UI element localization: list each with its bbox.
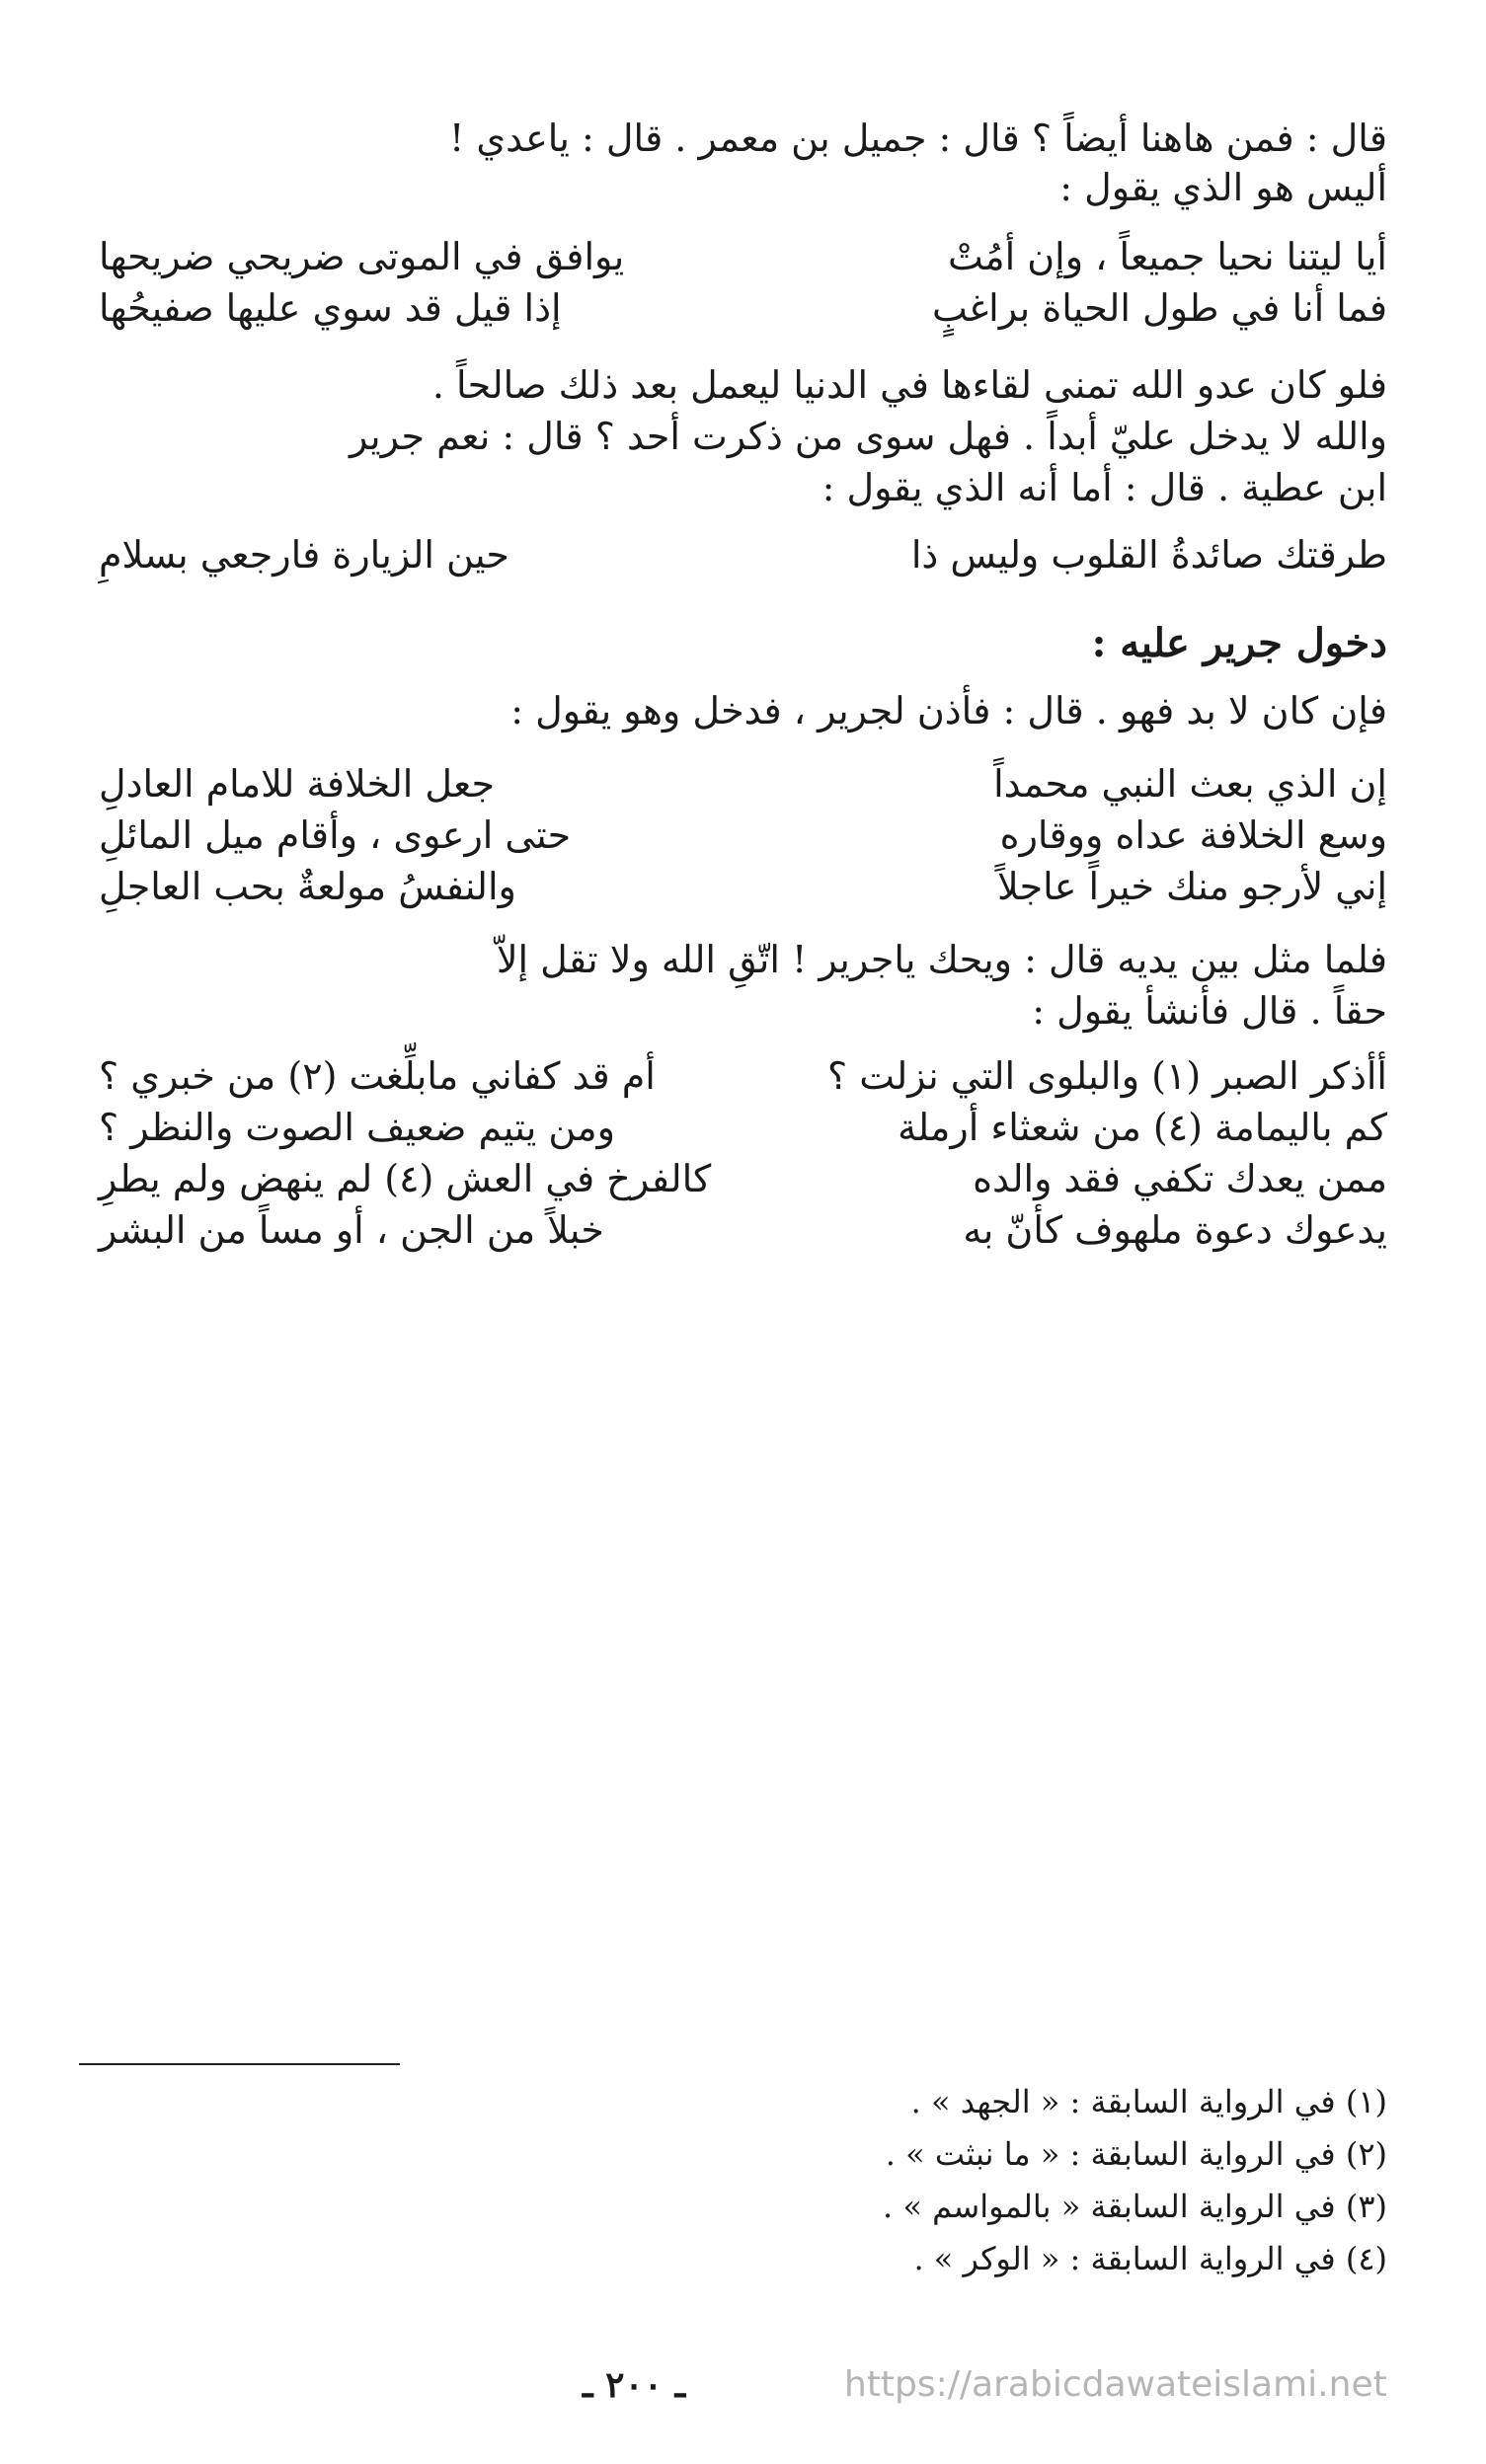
footnote: (٢) في الرواية السابقة : « ما نبثت » .	[885, 2135, 1387, 2173]
verse-hemistich-first: أأذكر الصبر (١) والبلوى التي نزلت ؟	[827, 1054, 1387, 1098]
verse-hemistich-second: حتى ارعوى ، وأقام ميل المائلِ	[99, 813, 572, 857]
page-number: ـ ٢٠٠ ـ	[583, 2364, 686, 2406]
verse-hemistich-first: وسع الخلافة عداه ووقاره	[999, 813, 1387, 857]
verse-row	[99, 1157, 1387, 1216]
verse-row	[99, 762, 1387, 821]
verse-hemistich-first: طرقتك صائدةُ القلوب وليس ذا	[910, 533, 1387, 577]
verse-hemistich-second: والنفسُ مولعةٌ بحب العاجلِ	[99, 865, 516, 908]
verse-hemistich-second: كالفرخ في العش (٤) لم ينهض ولم يطرِ	[99, 1157, 712, 1200]
verse-hemistich-second: جعل الخلافة للامام العادلِ	[99, 762, 496, 806]
verse-hemistich-second: خبلاً من الجن ، أو مساً من البشر	[99, 1208, 604, 1252]
verse-hemistich-first: إن الذي بعث النبي محمداً	[993, 762, 1387, 806]
verse-row	[99, 533, 1387, 592]
footnote: (٣) في الرواية السابقة « بالمواسم » .	[883, 2188, 1387, 2225]
paragraph-line: فلما مثل بين يديه قال : ويحك ياجرير ! اتّقِ الله ولا تقل إلاّ	[496, 938, 1387, 981]
verse-row	[99, 865, 1387, 924]
verse-hemistich-first: كم باليمامة (٤) من شعثاء أرملة	[898, 1106, 1387, 1149]
verse-row	[99, 813, 1387, 873]
verse-hemistich-second: أم قد كفاني مابلِّغت (٢) من خبري ؟	[99, 1054, 656, 1098]
verse-hemistich-second: ومن يتيم ضعيف الصوت والنظر ؟	[99, 1106, 615, 1149]
paragraph-line: حقاً . قال فأنشأ يقول :	[1032, 989, 1387, 1033]
footnote: (١) في الرواية السابقة : « الجهد » .	[910, 2083, 1387, 2120]
paragraph-line: ابن عطية . قال : أما أنه الذي يقول :	[821, 466, 1387, 509]
paragraph-line: أليس هو الذي يقول :	[1059, 166, 1387, 209]
verse-hemistich-first: أيا ليتنا نحيا جميعاً ، وإن أمُتْ	[947, 235, 1387, 278]
verse-row	[99, 286, 1387, 346]
footnote: (٤) في الرواية السابقة : « الوكر » .	[913, 2240, 1387, 2277]
verse-row	[99, 235, 1387, 294]
verse-row	[99, 1106, 1387, 1165]
verse-hemistich-first: يدعوك دعوة ملهوف كأنّ به	[963, 1208, 1387, 1252]
watermark-url: https://arabicdawateislami.net	[844, 2364, 1387, 2405]
paragraph-line: قال : فمن هاهنا أيضاً ؟ قال : جميل بن معمر . قال : ياعدي !	[449, 116, 1387, 160]
paragraph-line: فلو كان عدو الله تمنى لقاءها في الدنيا ليعمل بعد ذلك صالحاً .	[431, 363, 1387, 407]
verse-row	[99, 1054, 1387, 1114]
paragraph-line: فإن كان لا بد فهو . قال : فأذن لجرير ، فدخل وهو يقول :	[510, 689, 1387, 732]
verse-hemistich-second: حين الزيارة فارجعي بسلامِ	[99, 533, 509, 577]
verse-hemistich-first: ممن يعدك تكفي فقد والده	[973, 1157, 1387, 1200]
verse-hemistich-second: يوافق في الموتى ضريحي ضريحها	[99, 235, 625, 278]
footnote-separator	[79, 2063, 400, 2065]
verse-row	[99, 1208, 1387, 1268]
verse-hemistich-first: فما أنا في طول الحياة براغبٍ	[931, 286, 1387, 330]
paragraph-line: والله لا يدخل عليّ أبداً . فهل سوى من ذكرت أحد ؟ قال : نعم جرير	[350, 415, 1387, 458]
verse-hemistich-first: إني لأرجو منك خيراً عاجلاً	[996, 865, 1387, 908]
section-heading: دخول جرير عليه :	[1091, 620, 1387, 666]
verse-hemistich-second: إذا قيل قد سوي عليها صفيحُها	[99, 286, 562, 330]
